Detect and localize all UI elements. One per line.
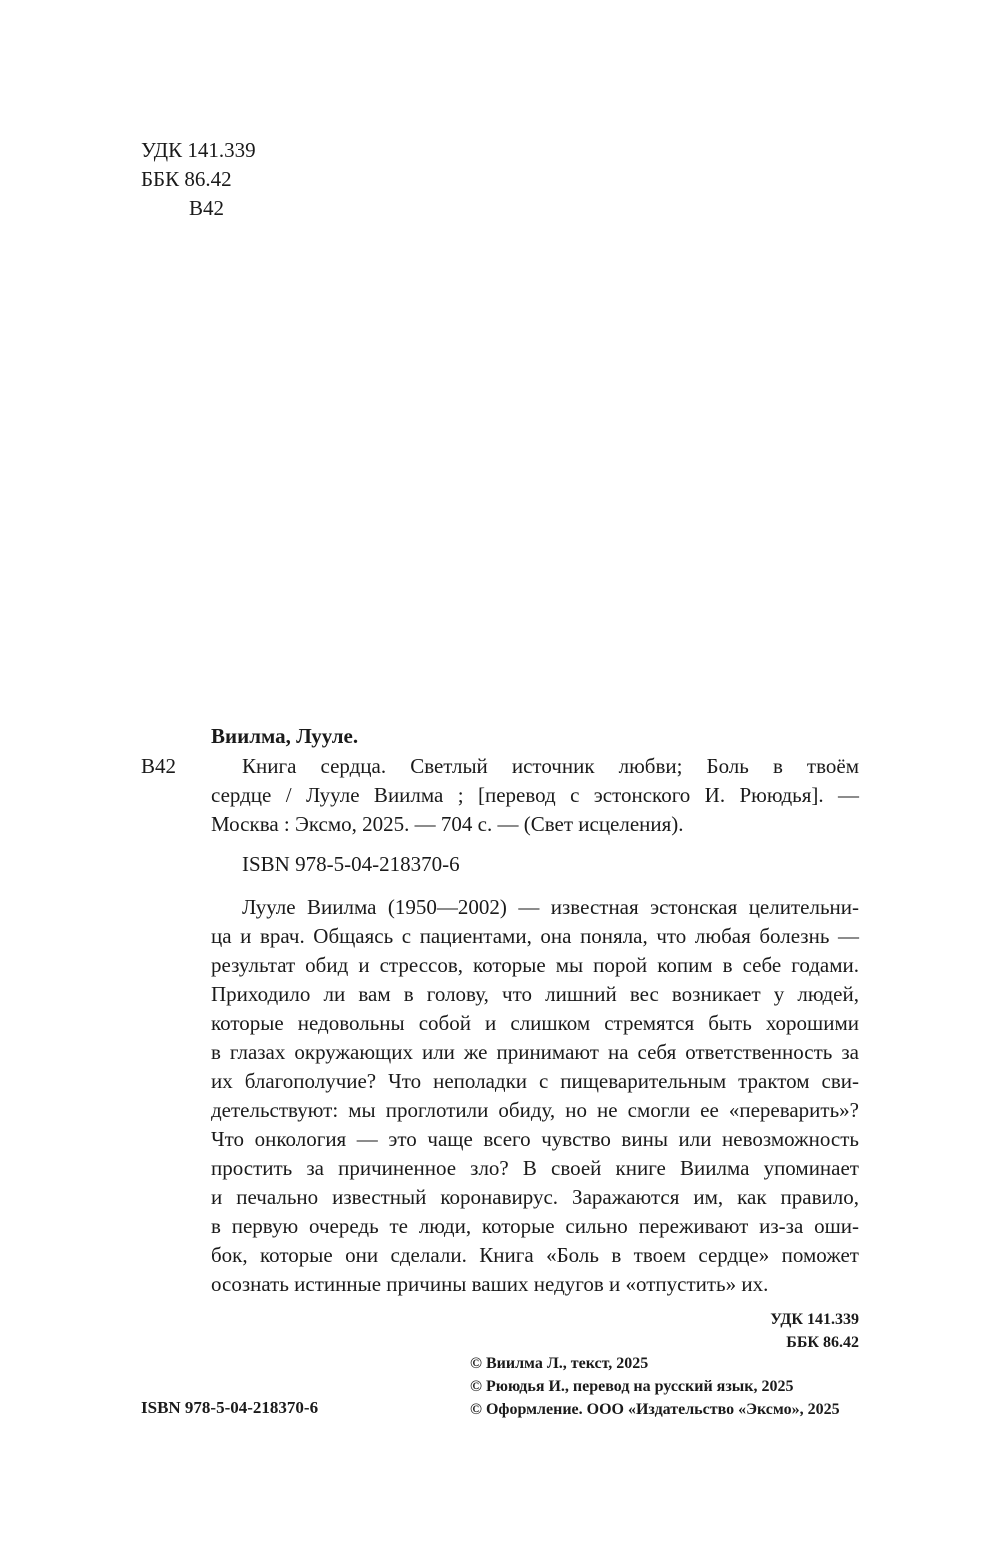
annotation-line-10: простить за причиненное зло? В своей книге Виилма упоминает [211,1156,859,1180]
record-isbn: ISBN 978-5-04-218370-6 [242,852,460,876]
bibliographic-line-2: сердце / Лууле Виилма ; [перевод с эстонского И. Рююдья]. — [211,783,859,807]
bibliographic-line-3: Москва : Эксмо, 2025. — 704 с. — (Свет исцеления). [211,812,684,836]
top-udk: УДК 141.339 [141,138,256,162]
annotation-line-12: в первую очередь те люди, которые сильно переживают из-за оши- [211,1214,859,1238]
annotation-line-4: Приходило ли вам в голову, что лишний вес возникает у людей, [211,982,859,1006]
annotation-line-11: и печально известный коронавирус. Заражаются им, как правило, [211,1185,859,1209]
bibliographic-line-1: Книга сердца. Светлый источник любви; Боль в твоём [242,754,859,778]
annotation-line-6: в глазах окружающих или же принимают на себя ответственность за [211,1040,859,1064]
copyright-translation: © Рююдья И., перевод на русский язык, 2025 [470,1378,794,1395]
annotation-line-13: бок, которые они сделали. Книга «Боль в твоем сердце» поможет [211,1243,859,1267]
annotation-line-1: Лууле Виилма (1950—2002) — известная эстонская целительни- [242,895,859,919]
record-udk: УДК 141.339 [770,1311,859,1328]
copyright-text: © Виилма Л., текст, 2025 [470,1355,649,1372]
annotation-line-3: результат обид и стрессов, которые мы порой копим в себе годами. [211,953,859,977]
annotation-line-8: детельствуют: мы проглотили обиду, но не смогли ее «переварить»? [211,1098,859,1122]
copyright-design: © Оформление. ООО «Издательство «Эксмо», 2025 [470,1401,840,1418]
annotation-line-14: осознать истинные причины ваших недугов и «отпустить» их. [211,1272,769,1296]
record-bbk: ББК 86.42 [786,1334,859,1351]
top-author-sign: В42 [189,196,225,220]
top-bbk: ББК 86.42 [141,167,232,191]
annotation-line-7: их благополучие? Что неполадки с пищеварительным трактом сви- [211,1069,859,1093]
footer-isbn: ISBN 978-5-04-218370-6 [141,1398,319,1417]
annotation-line-9: Что онкология — это чаще всего чувство вины или невозможность [211,1127,859,1151]
record-author-sign: В42 [141,754,177,778]
annotation-line-5: которые недовольны собой и слишком стремятся быть хорошими [211,1011,859,1035]
annotation-line-2: ца и врач. Общаясь с пациентами, она поняла, что любая болезнь — [211,924,859,948]
author-heading: Виилма, Лууле. [211,724,359,748]
